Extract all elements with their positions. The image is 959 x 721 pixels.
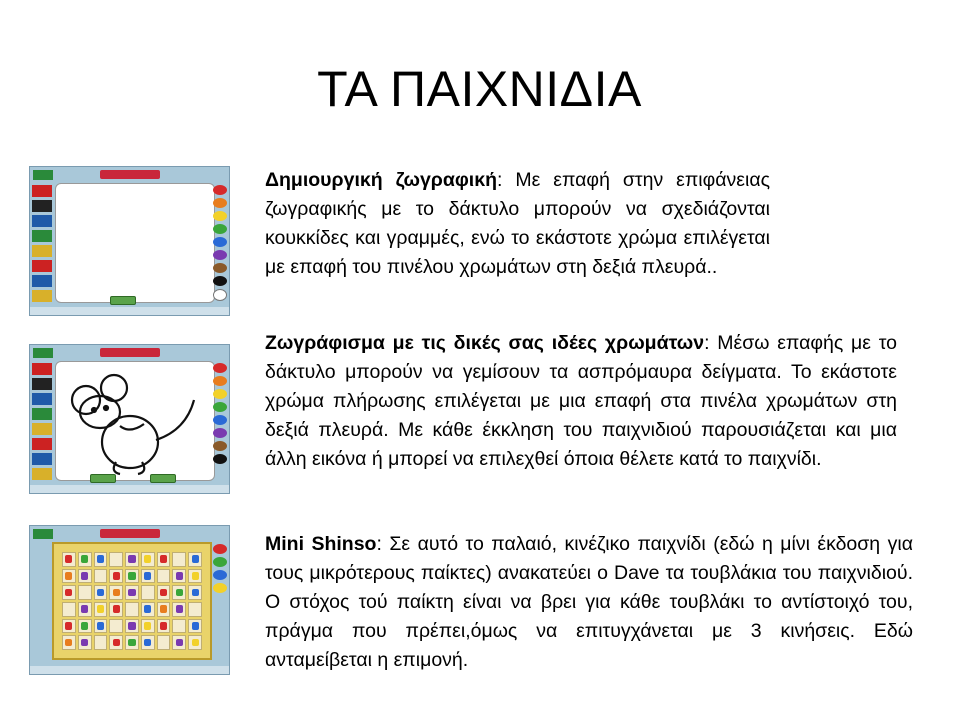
tile-symbol (144, 639, 151, 647)
tile-symbol (65, 622, 72, 630)
section-creative-drawing (265, 166, 770, 282)
game-logo (100, 348, 160, 357)
score-badge (33, 170, 53, 180)
page-title: ΤΑ ΠΑΙΧΝΙΔΙΑ (317, 61, 642, 117)
section-heading: Δημιουργική ζωγραφική (265, 169, 498, 191)
coloring-screenshot (29, 344, 230, 494)
tile-symbol (65, 572, 72, 580)
tile-grid (62, 552, 202, 650)
game-tile (62, 552, 76, 567)
game-tile (62, 602, 76, 617)
tile-symbol (113, 589, 120, 597)
game-tile (94, 635, 108, 650)
section-body: : Σε αυτό το παλαιό, κινέζικο παιχνίδι (εδώ η μίνι έκδοση για τους μικρότερους παίκτες) ανακατεύει ο Dave τα τουβλάκια του παιχνιδιού. Ο στόχος τού παίκτη είναι να βρει για κάθε τουβλάκι το αντίστοιχό του, πράγμα που πρέπει,όμως να επιτυγχάνεται με 3 κινήσεις. Εδώ ανταμείβεται η επιμονή. (265, 533, 913, 671)
footer-bar (30, 307, 229, 315)
mini-shinso-screenshot (29, 525, 230, 675)
game-tile (62, 635, 76, 650)
game-tile (141, 585, 155, 600)
section-coloring (265, 329, 897, 474)
tile-symbol (97, 555, 104, 563)
tile-symbol (176, 589, 183, 597)
game-tile (109, 585, 123, 600)
game-tile (125, 635, 139, 650)
game-tile (109, 635, 123, 650)
footer-bar (30, 485, 229, 493)
game-button (110, 296, 136, 305)
tile-symbol (65, 555, 72, 563)
game-tile (109, 552, 123, 567)
game-tile (188, 552, 202, 567)
drawing-canvas (55, 183, 215, 303)
tile-symbol (128, 639, 135, 647)
game-tile (109, 602, 123, 617)
game-button-left (90, 474, 116, 483)
tile-symbol (128, 555, 135, 563)
game-tile (141, 635, 155, 650)
tile-symbol (65, 589, 72, 597)
section-body: : Με επαφή στην επιφάνειας ζωγραφικής με το δάκτυλο μπορούν να σχεδιάζονται κουκκίδες και γραμμές, ενώ το εκάστοτε χρώμα επιλέγεται με επαφή του πινέλου χρωμάτων στη δεξιά πλευρά.. (265, 169, 770, 278)
game-tile (188, 619, 202, 634)
game-tile (62, 619, 76, 634)
game-tile (172, 619, 186, 634)
tile-symbol (144, 555, 151, 563)
language-flags (32, 185, 52, 305)
tile-symbol (144, 572, 151, 580)
game-tile (188, 602, 202, 617)
tile-symbol (113, 639, 120, 647)
game-tile (188, 635, 202, 650)
mouse-outline-image (56, 362, 212, 478)
tile-symbol (81, 555, 88, 563)
game-tile (78, 552, 92, 567)
creative-drawing-screenshot (29, 166, 230, 316)
game-tile (172, 585, 186, 600)
score-badge (33, 529, 53, 539)
game-tile (172, 569, 186, 584)
game-tile (94, 619, 108, 634)
game-tile (78, 619, 92, 634)
tile-symbol (144, 605, 151, 613)
game-tile (141, 602, 155, 617)
tile-symbol (97, 622, 104, 630)
shinso-board (52, 542, 212, 660)
tile-symbol (192, 589, 199, 597)
tile-symbol (160, 622, 167, 630)
tile-symbol (81, 572, 88, 580)
game-tile (125, 585, 139, 600)
game-tile (141, 569, 155, 584)
game-tile (78, 585, 92, 600)
game-tile (109, 619, 123, 634)
game-tile (62, 585, 76, 600)
game-tile (94, 585, 108, 600)
section-body: : Μέσω επαφής με το δάκτυλο μπορούν να γεμίσουν τα ασπρόμαυρα δείγματα. Το εκάστοτε χρώμα πλήρωσης επιλέγεται με μια επαφή στα πινέλα χρωμάτων στη δεξιά πλευρά. Με κάθε έκκληση του παιχνιδιού παρουσιάζεται και μια άλλη εικόνα ή μπορεί να επιλεχθεί όποια θέλετε κατά το παιχνίδι. (265, 332, 897, 470)
game-tile (109, 569, 123, 584)
game-tile (157, 602, 171, 617)
section-mini-shinso (265, 530, 913, 675)
tile-symbol (160, 605, 167, 613)
tile-symbol (81, 605, 88, 613)
tile-symbol (144, 622, 151, 630)
game-tile (94, 552, 108, 567)
game-logo (100, 170, 160, 179)
game-tile (125, 602, 139, 617)
language-flags (32, 363, 52, 483)
game-tile (157, 635, 171, 650)
tile-symbol (128, 589, 135, 597)
tile-symbol (128, 622, 135, 630)
tile-symbol (192, 622, 199, 630)
game-tile (94, 602, 108, 617)
footer-bar (30, 666, 229, 674)
game-tile (157, 569, 171, 584)
tile-symbol (97, 589, 104, 597)
tile-symbol (81, 639, 88, 647)
game-tile (94, 569, 108, 584)
game-tile (125, 569, 139, 584)
tile-symbol (176, 605, 183, 613)
game-tile (78, 635, 92, 650)
tile-symbol (113, 572, 120, 580)
tile-symbol (176, 572, 183, 580)
tile-symbol (192, 639, 199, 647)
tile-symbol (176, 639, 183, 647)
side-icons (213, 544, 227, 664)
game-button-right (150, 474, 176, 483)
game-tile (125, 619, 139, 634)
tile-symbol (128, 572, 135, 580)
game-tile (125, 552, 139, 567)
game-tile (78, 569, 92, 584)
game-tile (188, 585, 202, 600)
tile-symbol (160, 555, 167, 563)
coloring-canvas (55, 361, 215, 481)
tile-symbol (192, 572, 199, 580)
game-tile (141, 552, 155, 567)
game-logo (100, 529, 160, 538)
game-tile (141, 619, 155, 634)
color-palette (213, 185, 227, 305)
tile-symbol (81, 622, 88, 630)
game-tile (157, 619, 171, 634)
game-tile (188, 569, 202, 584)
section-heading: Mini Shinso (265, 533, 377, 555)
game-tile (172, 552, 186, 567)
game-tile (172, 635, 186, 650)
tile-symbol (65, 639, 72, 647)
tile-symbol (97, 605, 104, 613)
game-tile (157, 585, 171, 600)
color-palette (213, 363, 227, 483)
tile-symbol (192, 555, 199, 563)
section-heading: Ζωγράφισμα με τις δικές σας ιδέες χρωμάτων (265, 332, 705, 354)
game-tile (62, 569, 76, 584)
game-tile (172, 602, 186, 617)
score-badge (33, 348, 53, 358)
game-tile (157, 552, 171, 567)
tile-symbol (113, 605, 120, 613)
game-tile (78, 602, 92, 617)
tile-symbol (160, 589, 167, 597)
